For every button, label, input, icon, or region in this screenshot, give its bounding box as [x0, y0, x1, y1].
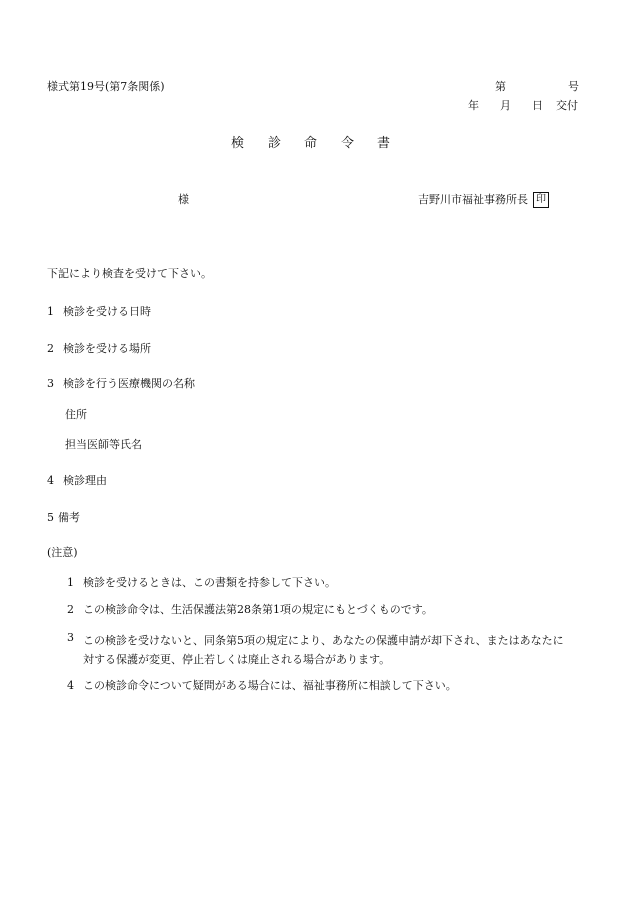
date-year: 年 [468, 99, 479, 112]
seal-stamp: 印 [533, 192, 549, 208]
note-text: この検診命令は、生活保護法第28条第1項の規定にもとづくものです。 [83, 603, 433, 616]
title-char: 検 [231, 136, 245, 151]
list-item-number: 1 [47, 305, 54, 318]
list-item-label: 検診理由 [63, 474, 107, 487]
document-title [0, 137, 630, 153]
number-suffix: 号 [568, 80, 579, 93]
list-item-number: 2 [47, 342, 54, 355]
list-item-number: 3 [47, 377, 54, 390]
list-item-label: 担当医師等氏名 [65, 438, 142, 451]
date-day: 日 [532, 99, 543, 112]
list-item-label: 検診を行う医療機関の名称 [63, 377, 195, 390]
list-item-number: 4 [47, 474, 54, 487]
list-item-number: 5 [47, 511, 54, 524]
list-item-label: 備考 [58, 511, 80, 524]
intro-text: 下記により検査を受けて下さい。 [47, 267, 212, 280]
list-item-label: 住所 [65, 408, 87, 421]
list-item-label: 検診を受ける場所 [63, 342, 151, 355]
note-number: 1 [67, 576, 74, 589]
date-month: 月 [500, 99, 511, 112]
issuer-name: 吉野川市福祉事務所長 [418, 193, 528, 206]
number-prefix: 第 [495, 80, 506, 93]
note-number: 2 [67, 603, 74, 616]
date-issued: 交付 [556, 99, 578, 112]
list-item-label: 検診を受ける日時 [63, 305, 151, 318]
note-number: 4 [67, 679, 74, 692]
title-char: 命 [304, 136, 318, 151]
title-char: 書 [377, 136, 391, 151]
note-text: この検診命令について疑問がある場合には、福祉事務所に相談して下さい。 [83, 679, 457, 692]
form-number: 様式第19号(第7条関係) [47, 80, 165, 93]
addressee-honorific: 様 [178, 193, 189, 206]
note-text: この検診を受けないと、同条第5項の規定により、あなたの保護申請が却下され、またはあなたに対する保護が変更、停止若しくは廃止される場合があります。 [83, 634, 564, 666]
title-char: 診 [268, 136, 282, 151]
title-char: 令 [341, 136, 355, 151]
note-number: 3 [67, 631, 74, 644]
note-text: 検診を受けるときは、この書類を持参して下さい。 [83, 576, 336, 589]
notes-heading: (注意) [47, 546, 78, 559]
